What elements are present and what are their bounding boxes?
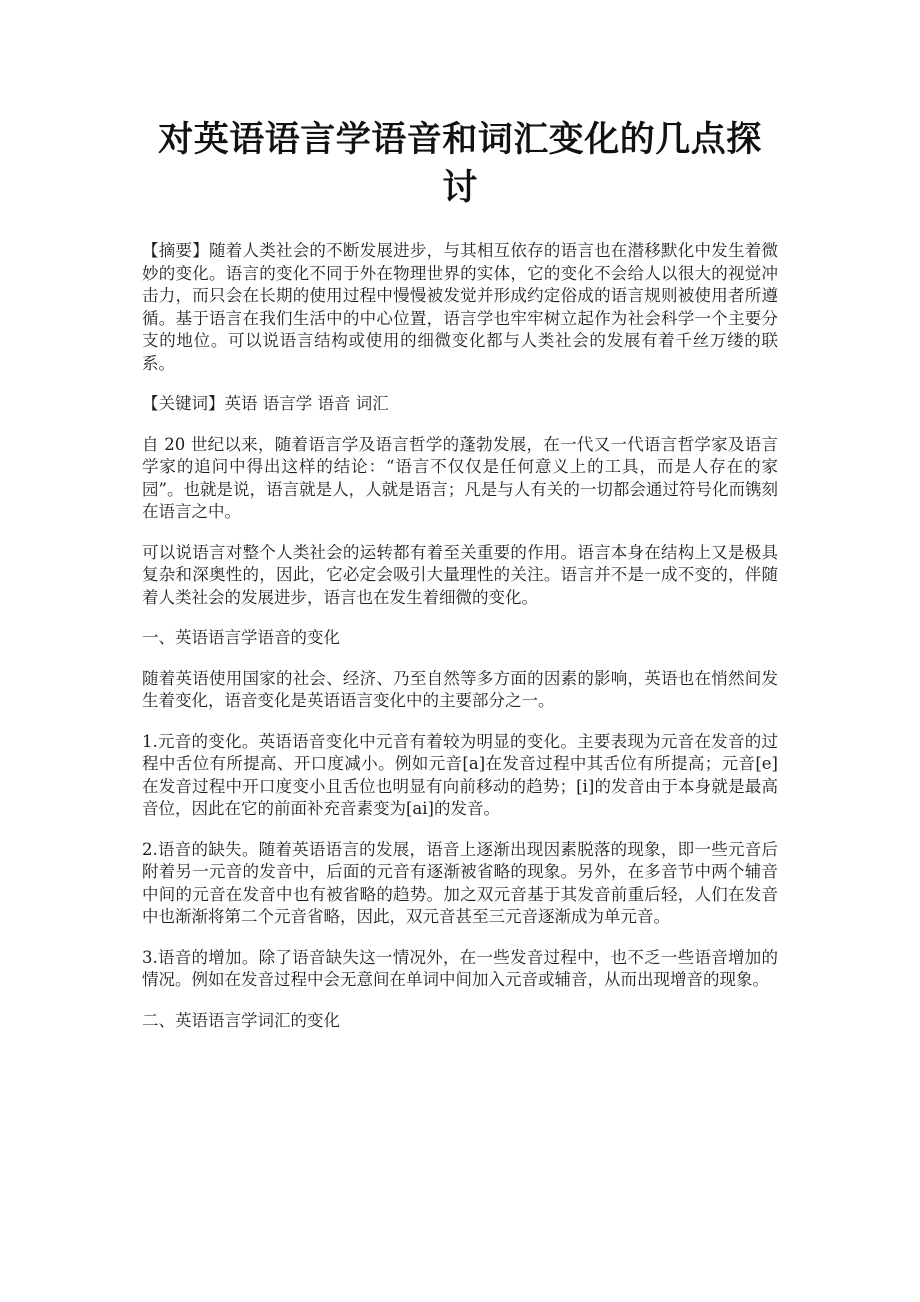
list-item: 3.语音的增加。除了语音缺失这一情况外，在一些发音过程中，也不乏一些语音增加的情况。例如在发音过程中会无意间在单词中间加入元音或辅音，从而出现增音的现象。	[142, 947, 778, 989]
intro-paragraph: 可以说语言对整个人类社会的运转都有着至关重要的作用。语言本身在结构上又是极具复杂和深奥性的，因此，它必定会吸引大量理性的关注。语言并不是一成不变的，伴随着人类社会的发展进步，语言也在发生着细微的变化。	[142, 542, 778, 607]
abstract-paragraph: 【摘要】随着人类社会的不断发展进步，与其相互依存的语言也在潜移默化中发生着微妙的变化。语言的变化不同于外在物理世界的实体，它的变化不会给人以很大的视觉冲击力，而只会在长期的使用过程中慢慢被发觉并形成约定俗成的语言规则被使用者所遵循。基于语言在我们生活中的中心位置，语言学也牢牢树立起作为社会科学一个主要分支的地位。可以说语言结构或使用的细微变化都与人类社会的发展有着千丝万缕的联系。	[142, 241, 778, 373]
document-body	[142, 240, 778, 1032]
keywords-line: 【关键词】英语 语言学 语音 词汇	[142, 394, 389, 413]
section-intro-paragraph: 随着英语使用国家的社会、经济、乃至自然等多方面的因素的影响，英语也在悄然间发生着变化，语音变化是英语语言变化中的主要部分之一。	[142, 668, 778, 710]
list-item: 2.语音的缺失。随着英语语言的发展，语音上逐渐出现因素脱落的现象，即一些元音后附着另一元音的发音中，后面的元音有逐渐被省略的现象。另外，在多音节中两个辅音中间的元音在发音中也有被省略的趋势。加之双元音基于其发音前重后轻，人们在发音中也渐渐将第二个元音省略，因此，双元音甚至三元音逐渐成为单元音。	[142, 839, 778, 926]
document-page	[142, 0, 778, 1050]
intro-paragraph: 自 20 世纪以来，随着语言学及语言哲学的蓬勃发展，在一代又一代语言哲学家及语言学家的追问中得出这样的结论：“语言不仅仅是任何意义上的工具，而是人存在的家园”。也就是说，语言就是人，人就是语言；凡是与人有关的一切都会通过符号化而镌刻在语言之中。	[142, 434, 778, 521]
document-title: 对英语语言学语音和词汇变化的几点探讨	[158, 119, 762, 208]
section-heading: 二、英语语言学词汇的变化	[142, 1010, 340, 1030]
list-item: 1.元音的变化。英语语音变化中元音有着较为明显的变化。主要表现为元音在发音的过程中舌位有所提高、开口度减小。例如元音[a]在发音过程中其舌位有所提高；元音[e]在发音过程中开口度变小且舌位也明显有向前移动的趋势；[i]的发音由于本身就是最高音位，因此在它的前面补充音素变为[ai]的发音。	[142, 731, 778, 818]
section-heading: 一、英语语言学语音的变化	[142, 628, 340, 647]
